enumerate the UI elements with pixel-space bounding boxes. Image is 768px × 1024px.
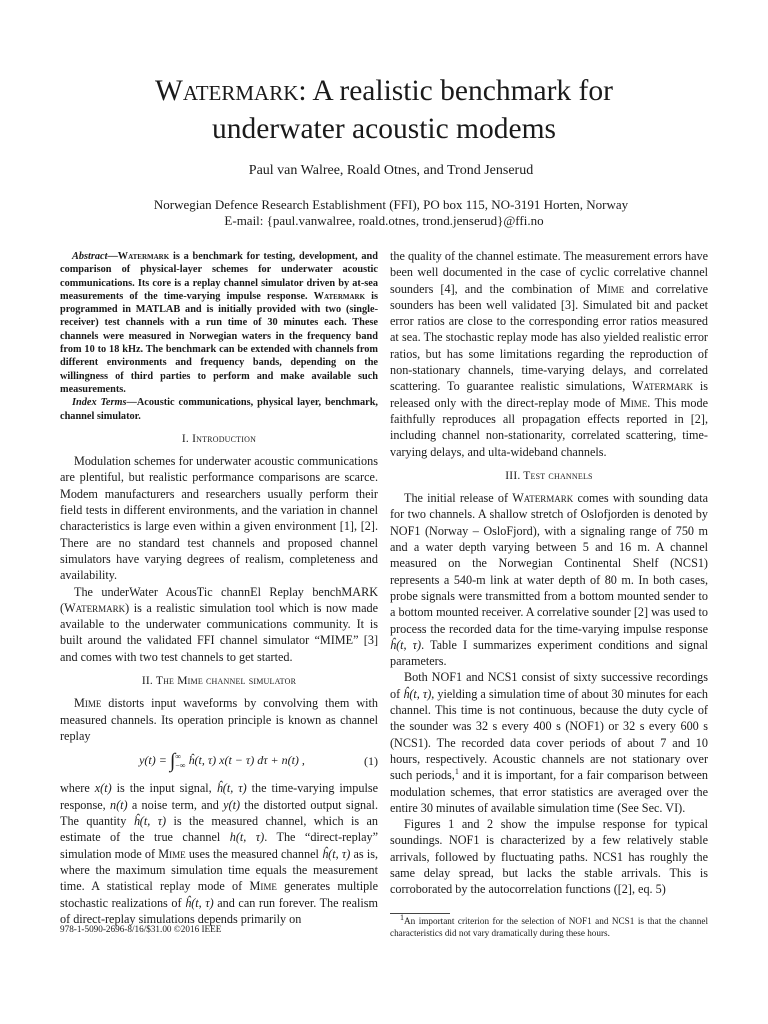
authors: Paul van Walree, Roald Otnes, and Trond Jenserud bbox=[248, 163, 534, 178]
footnote-rule bbox=[390, 913, 450, 914]
footnote bbox=[390, 913, 708, 939]
rp1-mime-2: Mime bbox=[619, 395, 648, 410]
mp2-t3: the time-varying impulse response, bbox=[60, 781, 378, 812]
equation-1 bbox=[60, 750, 378, 773]
tp1-b: comes with sounding data for two channels. A shallow stretch of Oslofjorden is denoted by NOF1 (Norway – OsloFjord), with a signaling range of 750 m and a water depth varying between 5 and 16 m. A channel measured on the Norwegian Continental Shelf (NCS1) represents a 540-m link at water depth of 80 m. In both cases, probe signals were transmitted from a bottom mounted sender to a bottom mounted receiver. A correlative sounder [2] was used to process the recorded data for the time-varying impulse response bbox=[390, 491, 709, 636]
test-paragraph-1: The initial release of Watermark comes with sounding data for two channels. A shallow stretch of Oslofjorden is denoted by NOF1 (Norway – OsloFjord), with a signaling range of 750 m and a water depth varying between 5 and 16 m. A channel measured on the Norwegian Continental Shelf (NCS1) represents a 540-m link at water depth of 80 m. In both cases, probe signals were transmitted from a bottom mounted sender to a bottom mounted receiver. A correlative sounder [2] was used to process the recorded data for the time-varying impulse response ĥ(t, τ). Table I summarizes experiment conditions and signal parameters. bbox=[390, 491, 709, 669]
title-watermark: Watermark bbox=[155, 75, 299, 107]
s2-suffix: channel simulator bbox=[206, 675, 297, 688]
abstract-text-1: is a benchmark for testing, development, and comparison of physical-layer schemes for underwater acoustic communications. Its core is a replay channel simulator driven by at-sea measurements of the time-varying impulse response. bbox=[60, 251, 378, 302]
email: E-mail: {paul.vanwalree, roald.otnes, trond.jenserud}@ffi.no bbox=[224, 213, 544, 228]
copyright: 978-1-5090-2696-8/16/$31.00 ©2016 IEEE bbox=[60, 924, 222, 934]
abstract-watermark-2: Watermark bbox=[313, 290, 366, 302]
rp1-mime: Mime bbox=[596, 281, 625, 296]
right-paragraph-1 bbox=[390, 248, 708, 460]
abstract-text-2: is programmed in MATLAB and is initially provided with two (single-receiver) test channels with a run time of 30 minutes each. These channels were measured in Norwegian waters in the frequency band from 10 to 18 kHz. The benchmark can be extended with channels from different environments and frequency bands, depending on the willingness of third parties to perform and make available such measurements. bbox=[60, 290, 378, 395]
intro-p2-a: The underWater AcousTic channEl Replay benchMARK ( bbox=[60, 584, 378, 615]
rp1-d: . This mode faithfully reproduces all propagation effects reported in [2], including channel non-stationarity, correlated scattering, time-varying delays, and ulta-wideband channels. bbox=[390, 395, 709, 459]
mp2-mime-1: Mime bbox=[158, 846, 186, 861]
mp2-t10: generates multiple stochastic realizations of bbox=[60, 879, 378, 910]
left-column bbox=[60, 250, 378, 927]
affiliation: Norwegian Defence Research Establishment (FFI), PO box 115, NO-3191 Horten, Norway bbox=[153, 197, 629, 212]
equation-number: (1) bbox=[364, 754, 378, 769]
right-column bbox=[390, 248, 708, 898]
section-heading-test-channels: III. Test channels bbox=[505, 469, 593, 482]
s2-mime: Mime bbox=[177, 675, 203, 688]
section-heading-introduction: I. Introduction bbox=[181, 432, 257, 445]
abstract: Abstract—Watermark is a benchmark for testing, development, and comparison of physical-layer schemes for underwater acoustic communications. Its core is a replay channel simulator driven by at-sea measurements of the time-varying impulse response. Watermark is programmed in MATLAB and is initially provided with two (single-receiver) test channels with a run time of 30 minutes each. These channels were measured in Norwegian waters in the frequency band from 10 to 18 kHz. The benchmark can be extended with channels from different environments and frequency bands, depending on the willingness of third parties to perform and make available such measurements. bbox=[60, 251, 378, 395]
title-line2: underwater acoustic modems bbox=[211, 113, 557, 145]
index-terms-text: Acoustic communications, physical layer, benchmark, channel simulator. bbox=[60, 397, 378, 422]
tp1-watermark: Watermark bbox=[512, 491, 574, 506]
mp2-t7: . The “direct-replay” simulation mode of bbox=[60, 830, 378, 861]
title-line1-rest: : A realistic benchmark for bbox=[298, 75, 613, 107]
intro-paragraph-2 bbox=[60, 584, 378, 665]
index-terms: Index Terms—Acoustic communications, physical layer, benchmark, channel simulator. bbox=[60, 397, 378, 422]
footnote-mark: 1 bbox=[400, 912, 404, 922]
rp1-watermark: Watermark bbox=[632, 379, 694, 394]
index-terms-label: Index Terms bbox=[72, 397, 127, 409]
tp2-b: , yielding a simulation time of about 30 minutes for each channel. This time is not continuous, because the duty cycle of the sounder was 32 s every 400 s (NOF1) or 32 s every 600 s (NCS1). The recorded data cover periods of about 7 and 10 hours, respectively. Acoustic channels are not stationary over such periods, bbox=[390, 686, 708, 783]
tp2-a: Both NOF1 and NCS1 consist of sixty successive recordings of bbox=[390, 670, 708, 701]
rp1-c: is released only with the direct-replay mode of bbox=[390, 379, 708, 410]
mime-paragraph-2: where x(t) is the input signal, ĥ(t, τ) the time-varying impulse response, n(t) a noise term, and y(t) the distorted output signal. The quantity ĥ(t, τ) is the measured channel, which is an estimate of the true channel h(t, τ). The “direct-replay” simulation mode of Mime uses the measured channel ĥ(t, τ) as is, where the maximum simulation time equals the measurement time. A statistical replay mode of Mime generates multiple stochastic realizations of ĥ(t, τ) and can run forever. The realism of direct-replay simulations depends primarily on bbox=[60, 781, 379, 926]
mp2-t8: uses the measured channel bbox=[185, 846, 323, 861]
section-heading-mime bbox=[60, 673, 378, 689]
mime-p1-mime: Mime bbox=[74, 696, 102, 711]
mp2-mime-2: Mime bbox=[249, 879, 277, 894]
paper-title bbox=[60, 72, 708, 148]
abstract-watermark: Watermark bbox=[117, 251, 170, 262]
footnote-text: An important criterion for the selection of NOF1 and NCS1 is that the channel characteristics did not vary dramatically during these hours. bbox=[390, 916, 708, 938]
tp2-c: and it is important, for a fair comparison between modulation schemes, that error statistics are averaged over the entire 30 minutes of available simulation time (See Sec. VI). bbox=[390, 768, 709, 815]
mp2-t9: as is, where the maximum simulation time equals the measurement time. A statistical replay mode of bbox=[60, 846, 378, 894]
test-paragraph-2: Both NOF1 and NCS1 consist of sixty successive recordings of ĥ(t, τ), yielding a simulation time of about 30 minutes for each channel. This time is not continuous, because the duty cycle of the sounder was 32 s every 400 s (NOF1) or 32 s every 600 s (NCS1). The recorded data cover periods of about 7 and 10 hours, respectively. Acoustic channels are not stationary over such periods,$^1$ and it is important, for a fair comparison between modulation schemes, that error statistics are averaged over the entire 30 minutes of available simulation time (See Sec. VI). bbox=[390, 670, 709, 815]
equation-body: y(t) = ∫∞ −∞ ĥ(t, τ) x(t − τ) dτ + n(t) , bbox=[139, 750, 305, 773]
mime-p1-text: distorts input waveforms by convolving them with measured channels. Its operation principle is known as channel replay bbox=[60, 696, 378, 743]
mp2-t1: where bbox=[60, 781, 95, 796]
intro-p2-b: ) is a realistic simulation tool which is now made available to the underwater communications community. It is built around the validated FFI channel simulator “MIME” [3] and comes with two test channels to get started. bbox=[60, 600, 378, 664]
mp2-t4: a noise term, and bbox=[127, 797, 224, 812]
affiliation-block bbox=[60, 197, 708, 229]
tp1-a: The initial release of bbox=[404, 491, 513, 506]
intro-p2-watermark: Watermark bbox=[64, 600, 126, 615]
mp2-t5: the distorted output signal. The quantity bbox=[60, 797, 378, 829]
mp2-t11: and can run forever. The realism of direct-replay simulations depends primarily on bbox=[60, 895, 378, 926]
mp2-t6: is the measured channel, which is an estimate of the true channel bbox=[60, 814, 379, 845]
mime-paragraph-1 bbox=[60, 695, 378, 744]
abstract-label: Abstract bbox=[72, 251, 108, 262]
s2-prefix: II. The bbox=[141, 675, 175, 688]
footnote-ref[interactable]: 1 bbox=[454, 767, 459, 777]
rp1-b: and correlative sounders has been well validated [3]. Simulated bit and packet error ratios are close to the corresponding error ratios measured at sea. The stochastic replay mode has also yielded realistic error ratios, but has some limitations regarding the reproduction of non-stationary channels, time-varying delays, and correlated scattering. To guarantee realistic simulations, bbox=[390, 281, 708, 394]
test-paragraph-3: Figures 1 and 2 show the impulse response for typical soundings. NOF1 is characterized by a few relatively stable arrivals, followed by fluctuating paths. NCS1 has roughly the same delay spread, but lacks the stable arrivals. This is corroborated by the autocorrelation functions ([2], eq. 5) bbox=[390, 817, 708, 897]
intro-paragraph-1: Modulation schemes for underwater acoustic communications are plentiful, but realistic performance comparisons are scarce. Modem manufacturers and researchers usually perform their field tests in different environments, and the variation in channel characteristics is large even within a given environment [1], [2]. There are no standard test channels and proposed channel simulators have varying degrees of realism, completeness and availability. bbox=[60, 454, 378, 583]
rp1-a: the quality of the channel estimate. The measurement errors have been well documented in the case of cyclic correlative channel sounders [4], and the combination of bbox=[390, 249, 708, 296]
tp1-c: . Table I summarizes experiment conditions and signal parameters. bbox=[390, 637, 708, 669]
mp2-t2: is the input signal, bbox=[111, 781, 217, 796]
